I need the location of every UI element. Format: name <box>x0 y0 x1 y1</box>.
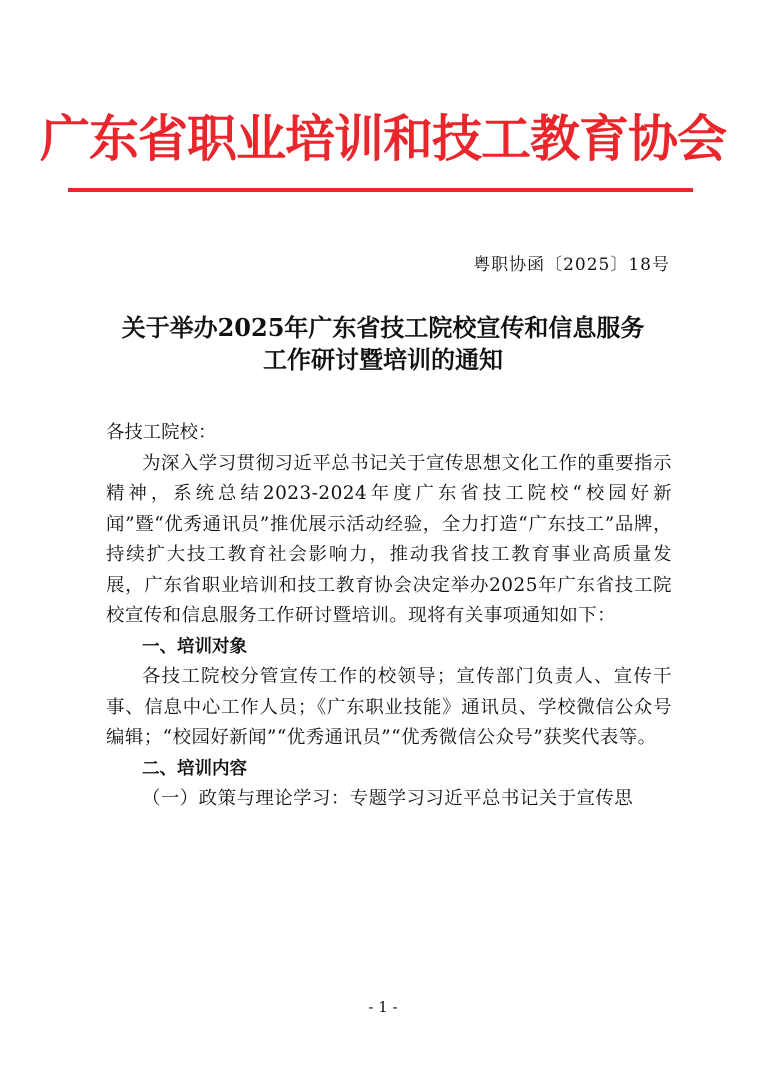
training-content-item-1: （一）政策与理论学习：专题学习习近平总书记关于宣传思 <box>142 788 634 809</box>
section-heading-training-targets: 一、培训对象 <box>142 636 247 657</box>
training-targets-paragraph: 各技工院校分管宣传工作的校领导；宣传部门负责人、宣传干事、信息中心工作人员；《广东职业技能》通讯员、学校微信公众号编辑；“校园好新闻”“优秀通讯员”“优秀微信公众号”获奖代表等。 <box>106 666 672 748</box>
notice-title-line-1: 关于举办2025年广东省技工院校宣传和信息服务 <box>121 313 645 342</box>
notice-body <box>106 418 672 815</box>
page-number: - 1 - <box>368 998 398 1016</box>
letterhead-title: 广东省职业培训和技工教育协会 <box>40 110 726 168</box>
notice-title-line-2: 工作研讨暨培训的通知 <box>263 345 503 374</box>
salutation: 各技工院校： <box>106 422 217 443</box>
intro-paragraph: 为深入学习贯彻习近平总书记关于宣传思想文化工作的重要指示精神，系统总结2023-2024年度广东省技工院校“校园好新闻”暨“优秀通讯员”推优展示活动经验，全力打造“广东技工”品牌，持续扩大技工教育社会影响力，推动我省技工教育事业高质量发展，广东省职业培训和技工教育协会决定举办2025年广东省技工院校宣传和信息服务工作研讨暨培训。现将有关事项通知如下： <box>106 452 672 626</box>
document-number: 粤职协函〔2025〕18号 <box>473 255 670 275</box>
letterhead-red-rule <box>68 188 693 192</box>
section-heading-training-content: 二、培训内容 <box>142 758 247 779</box>
notice-title <box>0 312 766 376</box>
